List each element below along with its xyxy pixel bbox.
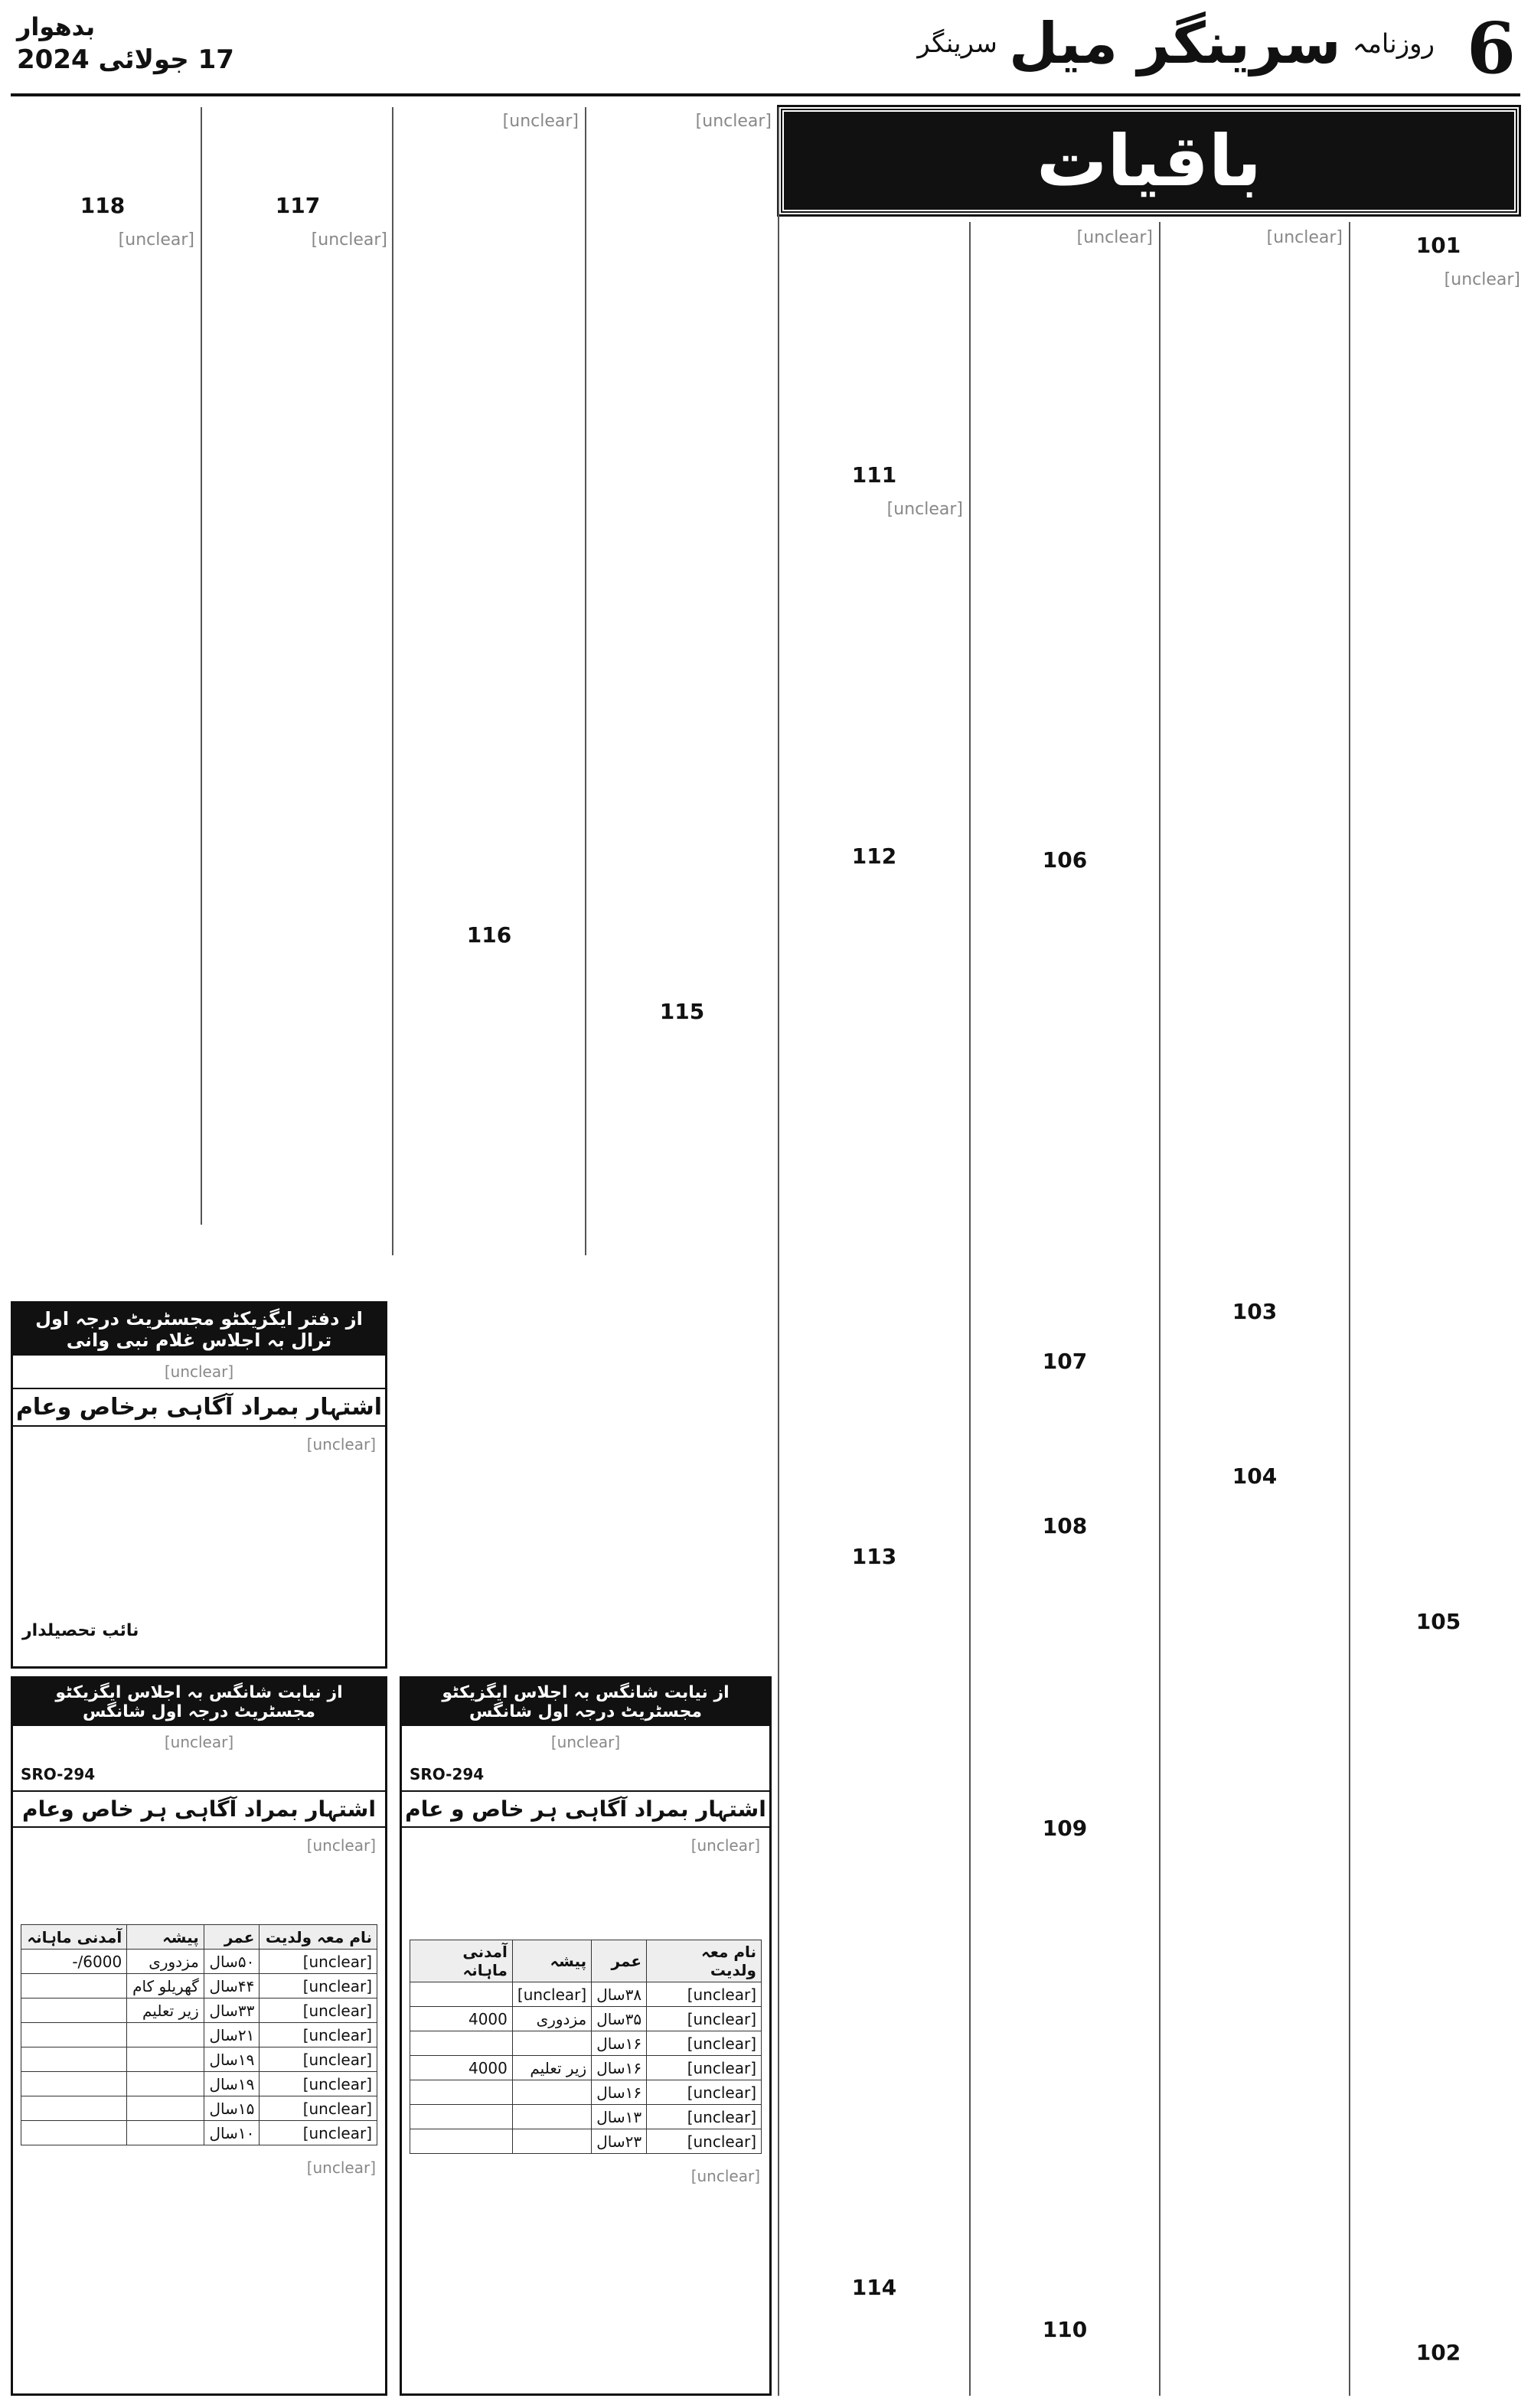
table-row: [21, 2047, 377, 2072]
table-header: پیشہ: [127, 1925, 204, 1950]
item-number: 103: [1232, 1299, 1278, 1324]
notice-code: SRO-294: [21, 1765, 96, 1783]
page-number: 6: [1466, 7, 1516, 90]
table-cell: ۳۸سال: [592, 1982, 647, 2007]
table-cell: ۱۵سال: [204, 2096, 260, 2121]
table-cell: [21, 1974, 127, 1999]
notice-header: از نیابت شانگس بہ اجلاس ایگزیکٹو مجسٹریٹ درجہ اول شانگس: [13, 1679, 385, 1726]
table-row: [21, 1999, 377, 2023]
table-cell: 4000: [410, 2007, 513, 2031]
item-number: 113: [851, 1544, 897, 1569]
table-cell: ۳۵سال: [592, 2007, 647, 2031]
table-cell: [unclear]: [260, 2121, 377, 2145]
table-cell: [21, 2072, 127, 2096]
column-3: [977, 224, 1153, 2397]
masthead: [11, 6, 1520, 96]
table-cell: [410, 1982, 513, 2007]
section-title: باقیات: [1036, 119, 1262, 202]
item-number: 109: [1042, 1816, 1088, 1841]
table-row: [410, 2056, 762, 2080]
newspaper-title: سرینگر میل: [1008, 11, 1341, 77]
column-4: [785, 224, 963, 2397]
table-row: [21, 2121, 377, 2145]
table-cell: 4000: [410, 2056, 513, 2080]
notice-body: [unclear]: [306, 1836, 376, 1855]
table-cell: [410, 2080, 513, 2105]
section-banner: [779, 107, 1519, 214]
table-cell: ۱۶سال: [592, 2031, 647, 2056]
dateline: [17, 12, 234, 75]
table-header: عمر: [592, 1940, 647, 1982]
notice-tral: [11, 1301, 387, 1669]
item-number: 106: [1042, 847, 1088, 873]
table-cell: گھریلو کام: [127, 1974, 204, 1999]
article-text: [unclear]: [311, 230, 387, 250]
article-text: [unclear]: [886, 500, 963, 519]
column-divider: [1159, 222, 1160, 2396]
item-number: 112: [851, 843, 897, 869]
article-text: [unclear]: [118, 230, 194, 250]
table-row: [21, 2072, 377, 2096]
table-cell: [127, 2023, 204, 2047]
column-7: [208, 107, 387, 1232]
table-cell: [21, 2096, 127, 2121]
notice-title: اشتہار بمراد آگاہی ہر خاص وعام: [13, 1790, 385, 1828]
table-cell: [512, 2080, 591, 2105]
notice-code: SRO-294: [410, 1765, 485, 1783]
table-cell: [21, 2047, 127, 2072]
column-2: [1167, 224, 1343, 2397]
table-cell: [512, 2105, 591, 2129]
family-table: [21, 1924, 377, 2145]
table-header-row: [410, 1940, 762, 1982]
table-cell: ۵۰سال: [204, 1950, 260, 1974]
table-cell: ۳۳سال: [204, 1999, 260, 2023]
table-cell: ۱۹سال: [204, 2047, 260, 2072]
notice-subheader: [unclear]: [164, 1733, 234, 1751]
table-header-row: [21, 1925, 377, 1950]
table-cell: ۲۱سال: [204, 2023, 260, 2047]
table-cell: ۱۰سال: [204, 2121, 260, 2145]
table-cell: زیر تعلیم: [512, 2056, 591, 2080]
table-cell: 6000/-: [21, 1950, 127, 1974]
table-header: پیشہ: [512, 1940, 591, 1982]
table-header: آمدنی ماہانہ: [410, 1940, 513, 1982]
table-cell: [410, 2129, 513, 2154]
item-number: 114: [851, 2275, 897, 2300]
notice-header: از نیابت شانگس بہ اجلاس ایگزیکٹو مجسٹریٹ درجہ اول شانگس: [402, 1679, 769, 1726]
item-number: 117: [275, 193, 321, 218]
column-divider: [1349, 222, 1350, 2396]
item-number: 104: [1232, 1463, 1278, 1489]
newspaper-city: سرینگر: [917, 28, 997, 59]
item-number: 102: [1415, 2340, 1461, 2365]
column-divider: [969, 222, 971, 2396]
table-header: عمر: [204, 1925, 260, 1950]
article-text: [unclear]: [502, 112, 579, 131]
notice-footer: [unclear]: [690, 2167, 760, 2185]
item-number: 107: [1042, 1349, 1088, 1374]
table-row: [410, 2031, 762, 2056]
column-divider: [585, 107, 586, 1255]
table-cell: [unclear]: [260, 2096, 377, 2121]
table-cell: [21, 2023, 127, 2047]
newspaper-prefix: روزنامہ: [1352, 28, 1435, 60]
table-cell: ۱۶سال: [592, 2056, 647, 2080]
table-row: [21, 2023, 377, 2047]
table-row: [21, 2096, 377, 2121]
table-row: [410, 1982, 762, 2007]
notice-body: [unclear]: [306, 1435, 376, 1454]
table-cell: ۱۶سال: [592, 2080, 647, 2105]
table-cell: ۲۳سال: [592, 2129, 647, 2154]
table-header: نام معہ ولدیت: [647, 1940, 762, 1982]
weekday: بدھوار: [17, 12, 96, 41]
item-number: 105: [1415, 1609, 1461, 1634]
column-divider: [201, 107, 202, 1225]
item-number: 118: [80, 193, 126, 218]
notice-subheader: [unclear]: [550, 1733, 621, 1751]
table-cell: مزدوری: [512, 2007, 591, 2031]
column-divider: [778, 107, 779, 2396]
table-row: [410, 2129, 762, 2154]
column-8: [11, 107, 194, 1294]
notice-title: اشتہار بمراد آگاہی برخاص وعام: [13, 1388, 385, 1427]
column-divider: [392, 107, 393, 1255]
table-row: [410, 2080, 762, 2105]
table-cell: [unclear]: [260, 2023, 377, 2047]
table-row: [21, 1950, 377, 1974]
date: 17 جولائی 2024: [17, 44, 234, 75]
table-cell: [unclear]: [260, 2072, 377, 2096]
table-cell: [512, 2031, 591, 2056]
item-number: 110: [1042, 2317, 1088, 2342]
notice-header: از دفتر ایگزیکٹو مجسٹریٹ درجہ اول ترال بہ اجلاس غلام نبی وانی: [13, 1304, 385, 1356]
notice-shangus-b: [11, 1676, 387, 2396]
table-cell: [unclear]: [647, 2129, 762, 2154]
table-cell: [512, 2129, 591, 2154]
table-cell: ۱۳سال: [592, 2105, 647, 2129]
table-cell: [unclear]: [260, 1999, 377, 2023]
notice-shangus-a: [400, 1676, 772, 2396]
newspaper-name: [917, 11, 1435, 77]
table-header: آمدنی ماہانہ: [21, 1925, 127, 1950]
table-cell: مزدوری: [127, 1950, 204, 1974]
table-cell: [unclear]: [260, 1974, 377, 1999]
notice-subheader: [unclear]: [164, 1362, 234, 1381]
article-text: [unclear]: [695, 112, 772, 131]
notice-signature: نائب تحصیلدار: [22, 1621, 139, 1640]
table-cell: ۴۴سال: [204, 1974, 260, 1999]
table-cell: [unclear]: [260, 2047, 377, 2072]
column-6: [400, 107, 579, 1248]
table-cell: [127, 2072, 204, 2096]
notice-body: [unclear]: [690, 1836, 760, 1855]
table-cell: [127, 2047, 204, 2072]
article-text: [unclear]: [1076, 228, 1153, 247]
table-cell: زیر تعلیم: [127, 1999, 204, 2023]
table-cell: [127, 2096, 204, 2121]
table-row: [410, 2007, 762, 2031]
table-cell: [unclear]: [647, 2080, 762, 2105]
table-cell: [410, 2031, 513, 2056]
table-cell: [unclear]: [647, 2105, 762, 2129]
table-cell: [127, 2121, 204, 2145]
table-row: [410, 2105, 762, 2129]
table-header: نام معہ ولدیت: [260, 1925, 377, 1950]
table-cell: [unclear]: [647, 2031, 762, 2056]
table-cell: [21, 1999, 127, 2023]
table-row: [21, 1974, 377, 1999]
table-cell: [unclear]: [647, 2056, 762, 2080]
item-number: 115: [659, 999, 705, 1024]
table-cell: [unclear]: [647, 2007, 762, 2031]
column-5: [592, 107, 772, 1248]
notice-footer: [unclear]: [306, 2158, 376, 2177]
family-table: [410, 1940, 762, 2154]
notice-title: اشتہار بمراد آگاہی ہر خاص و عام: [402, 1790, 769, 1828]
table-cell: ۱۹سال: [204, 2072, 260, 2096]
article-text: [unclear]: [1266, 228, 1343, 247]
table-cell: [21, 2121, 127, 2145]
item-number: 101: [1415, 233, 1461, 258]
table-cell: [unclear]: [647, 1982, 762, 2007]
column-1: [1356, 224, 1520, 2397]
table-cell: [unclear]: [260, 1950, 377, 1974]
item-number: 111: [851, 462, 897, 488]
table-cell: [410, 2105, 513, 2129]
item-number: 108: [1042, 1513, 1088, 1538]
article-text: [unclear]: [1444, 270, 1520, 289]
table-cell: [unclear]: [512, 1982, 591, 2007]
item-number: 116: [466, 922, 512, 948]
